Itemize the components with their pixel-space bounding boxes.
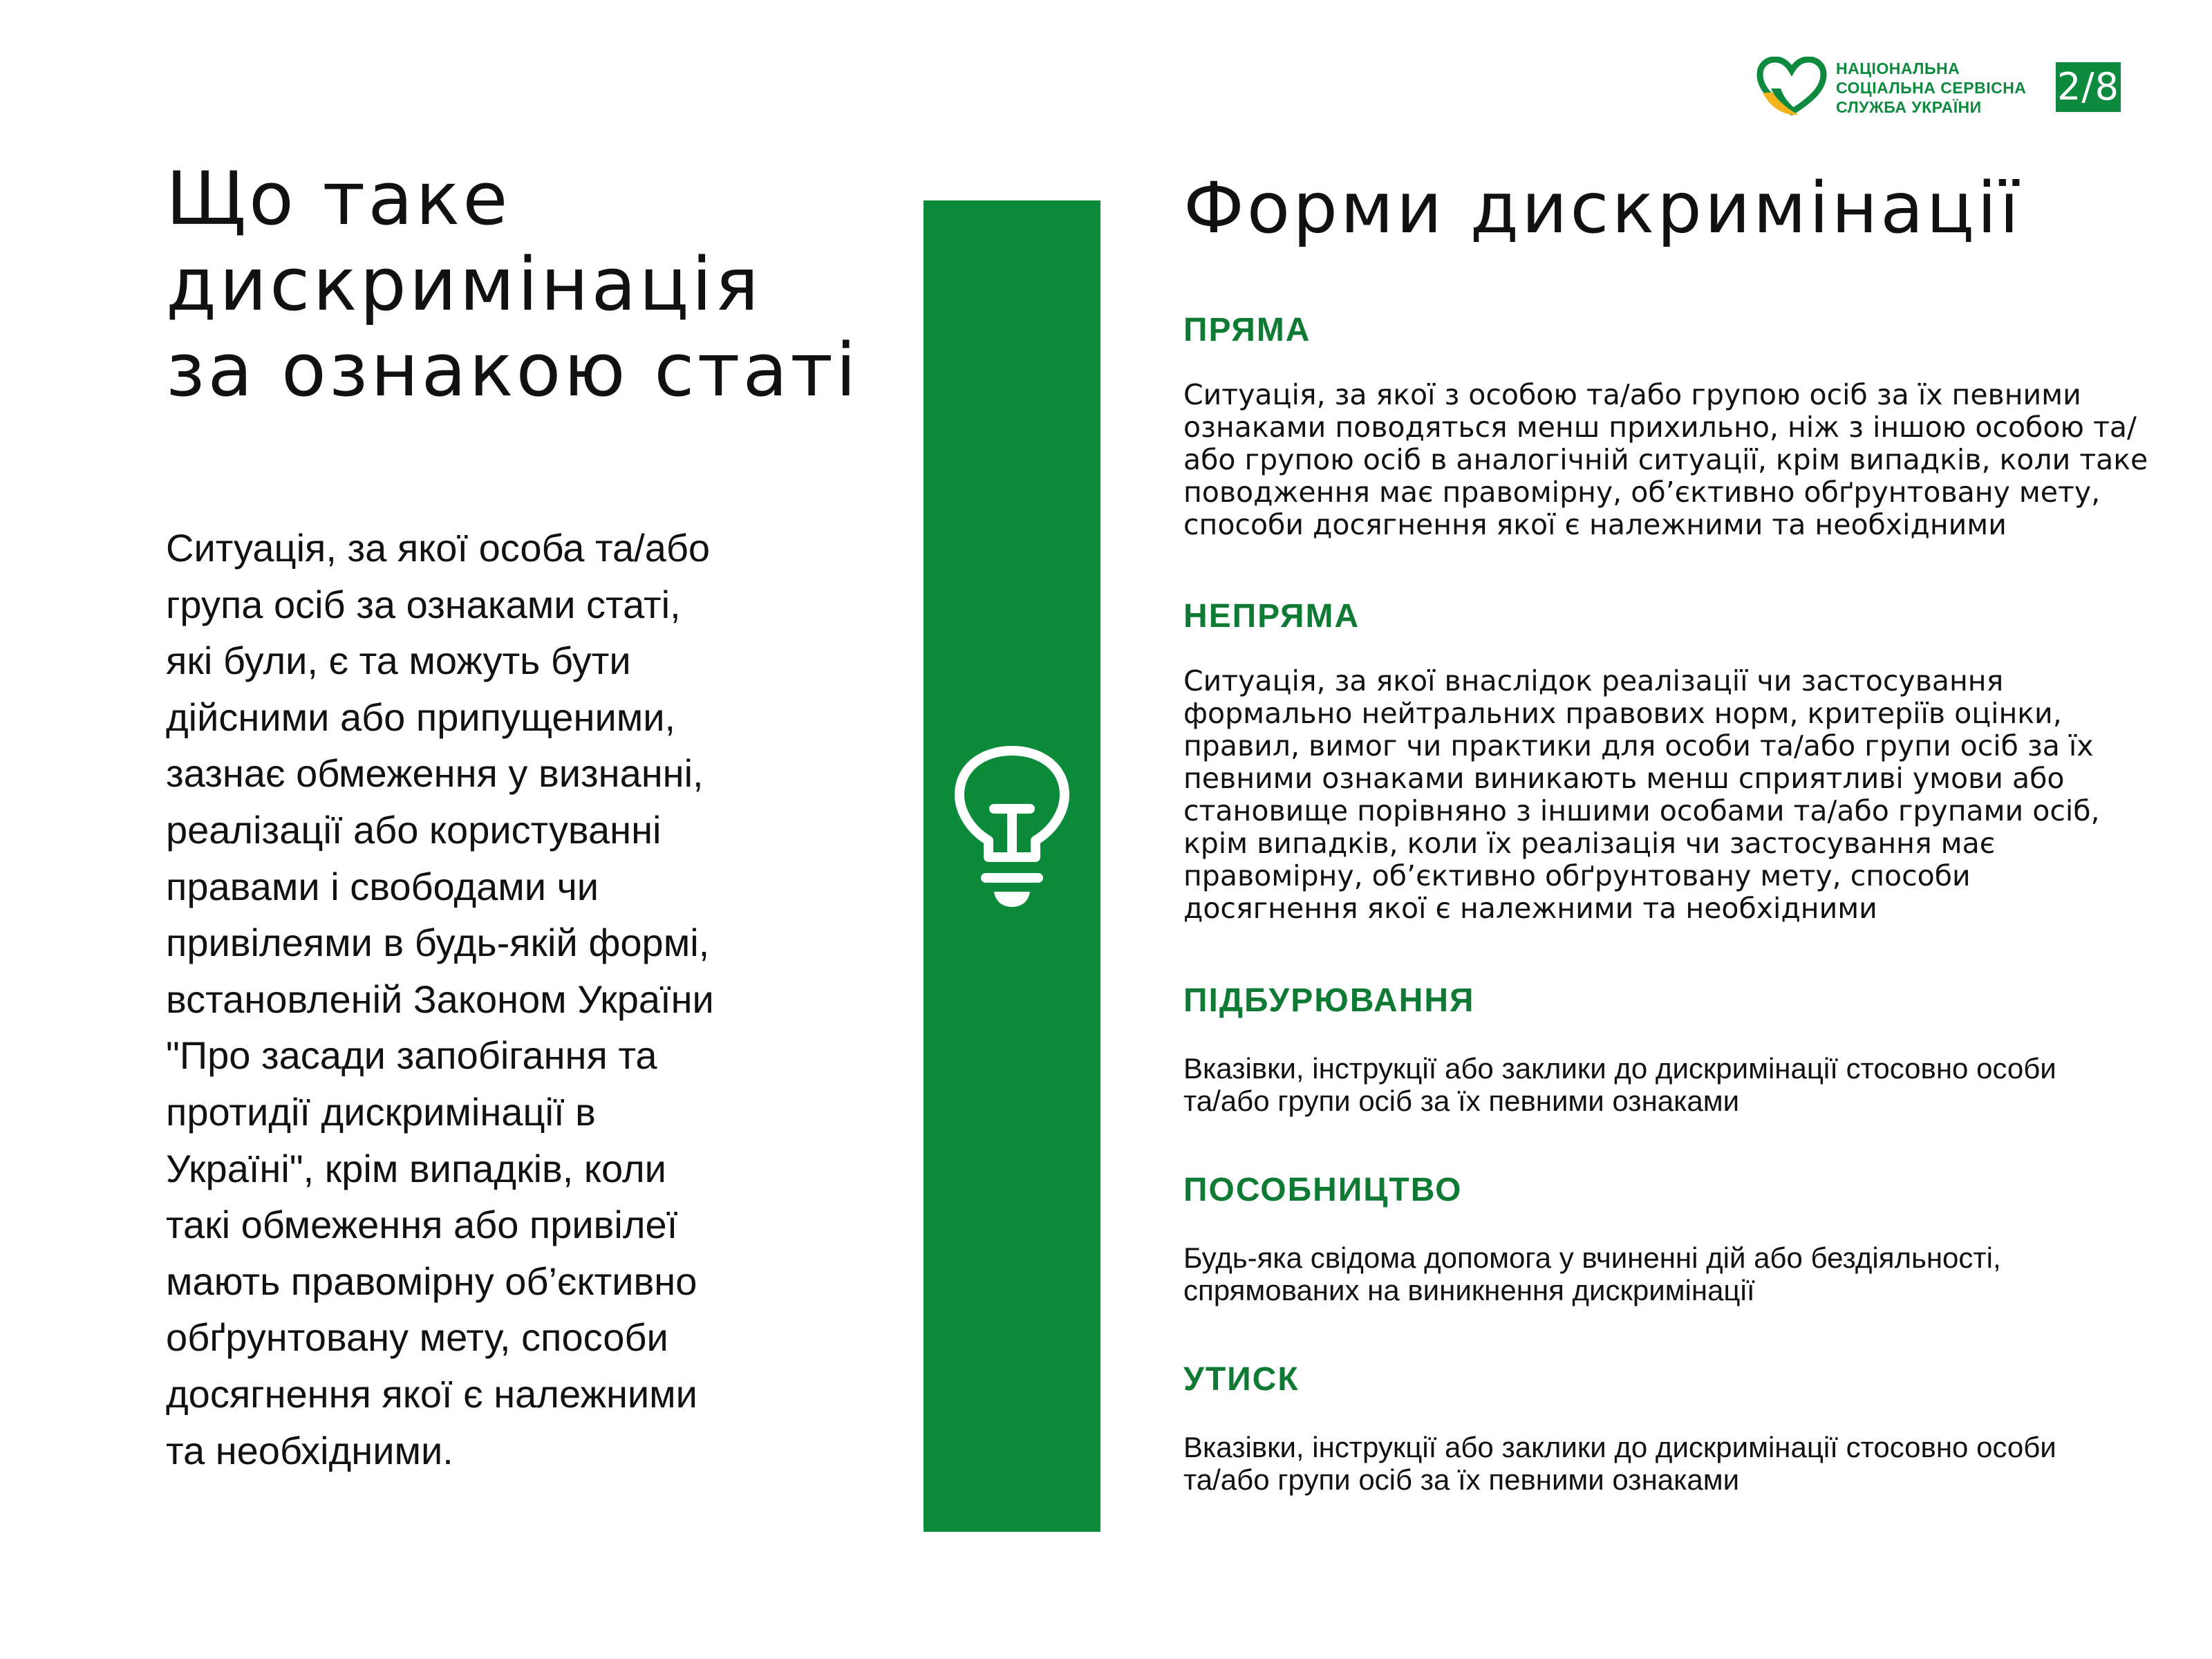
definition-line: зазнає обмеження у визнанні, — [166, 751, 704, 796]
page-title — [166, 156, 926, 413]
form-line: досягнення якої є належними та необхідними — [1183, 892, 1877, 925]
forms-title: Форми дискримінації — [1183, 167, 2022, 250]
form-line: Ситуація, за якої внаслідок реалізації чи застосування — [1183, 664, 2004, 697]
title-line: за ознакою статі — [166, 328, 859, 413]
form-description — [1183, 1241, 2165, 1306]
form-line: та/або групи осіб за їх певними ознаками — [1183, 1085, 1740, 1117]
form-line: способи досягнення якої є належними та необхідними — [1183, 508, 2007, 541]
form-complicity — [1183, 1170, 2165, 1306]
green-divider-bar — [924, 200, 1100, 1532]
logo-line: СЛУЖБА УКРАЇНИ — [1836, 98, 1982, 116]
form-line: Ситуація, за якої з особою та/або групою осіб за їх певними — [1183, 378, 2081, 411]
form-line: формально нейтральних правових норм, критеріїв оцінки, — [1183, 697, 2062, 730]
definition-line: привілеями в будь-якій формі, — [166, 921, 710, 965]
form-line: спрямованих на виникнення дискримінації — [1183, 1274, 1755, 1306]
form-direct — [1183, 310, 2165, 541]
form-line: становище порівняно з іншими особами та/або групами осіб, — [1183, 794, 2100, 827]
form-line: Будь-яка свідома допомога у вчиненні дій або бездіяльності, — [1183, 1241, 2001, 1274]
definition-line: "Про засади запобігання та — [166, 1033, 657, 1078]
definition-line: встановленій Законом України — [166, 977, 714, 1021]
form-description — [1183, 1052, 2165, 1117]
form-heading: ПРЯМА — [1183, 312, 1311, 348]
lightbulb-icon — [954, 745, 1070, 911]
definition-line: група осіб за ознаками статі, — [166, 582, 681, 626]
form-line: ознаками поводяться менш прихильно, ніж з іншою особою та/ — [1183, 411, 2137, 444]
definition-line: та необхідними. — [166, 1428, 453, 1472]
form-line: та/або групи осіб за їх певними ознаками — [1183, 1463, 1740, 1496]
heart-hands-icon — [1756, 57, 1828, 119]
form-line: правомірну, об’єктивно обґрунтовану мету, способи — [1183, 859, 1971, 892]
definition-line: досягнення якої є належними — [166, 1371, 697, 1416]
form-description — [1183, 1431, 2165, 1496]
logo-text — [1836, 59, 2026, 117]
form-line: Вказівки, інструкції або заклики до дискримінації стосовно особи — [1183, 1431, 2056, 1463]
form-harassment — [1183, 1359, 2165, 1496]
definition-line: Ситуація, за якої особа та/або — [166, 526, 711, 570]
logo-line: СОЦІАЛЬНА СЕРВІСНА — [1836, 79, 2027, 97]
form-line: певними ознаками виникають менш сприятливі умови або — [1183, 762, 2065, 795]
definition-line: обґрунтовану мету, способи — [166, 1315, 668, 1360]
form-line: або групою осіб в аналогічній ситуації, крім випадків, коли таке — [1183, 443, 2148, 476]
definition-line: мають правомірну об’єктивно — [166, 1259, 697, 1303]
definition-line: дійсними або припущеними, — [166, 695, 676, 739]
form-line: крім випадків, коли їх реалізація чи застосування має — [1183, 827, 1996, 860]
definition-line: Україні", крім випадків, коли — [166, 1146, 666, 1190]
title-line: дискримінація — [166, 242, 762, 327]
form-description — [1183, 665, 2165, 925]
definition-text — [166, 520, 802, 1479]
definition-line: правами і свободами чи — [166, 864, 599, 908]
form-heading: ПІДБУРЮВАННЯ — [1183, 982, 1475, 1019]
form-line: правил, вимог чи практики для особи та/або групи осіб за їх — [1183, 729, 2094, 762]
definition-line: які були, є та можуть бути — [166, 639, 631, 683]
form-indirect — [1183, 596, 2165, 925]
form-heading: УТИСК — [1183, 1361, 1300, 1398]
form-heading: ПОСОБНИЦТВО — [1183, 1172, 1463, 1208]
definition-line: реалізації або користуванні — [166, 807, 662, 852]
form-heading: НЕПРЯМА — [1183, 598, 1360, 635]
form-incitement — [1183, 980, 2165, 1117]
logo-line: НАЦІОНАЛЬНА — [1836, 59, 1960, 77]
title-line: Що таке — [166, 156, 511, 241]
form-line: поводження має правомірну, об’єктивно обґрунтовану мету, — [1183, 476, 2101, 509]
page-indicator: 2/8 — [2056, 62, 2121, 112]
definition-line: такі обмеження або привілеї — [166, 1203, 678, 1247]
form-description — [1183, 379, 2165, 541]
definition-line: протидії дискримінації в — [166, 1089, 596, 1134]
form-line: Вказівки, інструкції або заклики до дискримінації стосовно особи — [1183, 1052, 2056, 1085]
